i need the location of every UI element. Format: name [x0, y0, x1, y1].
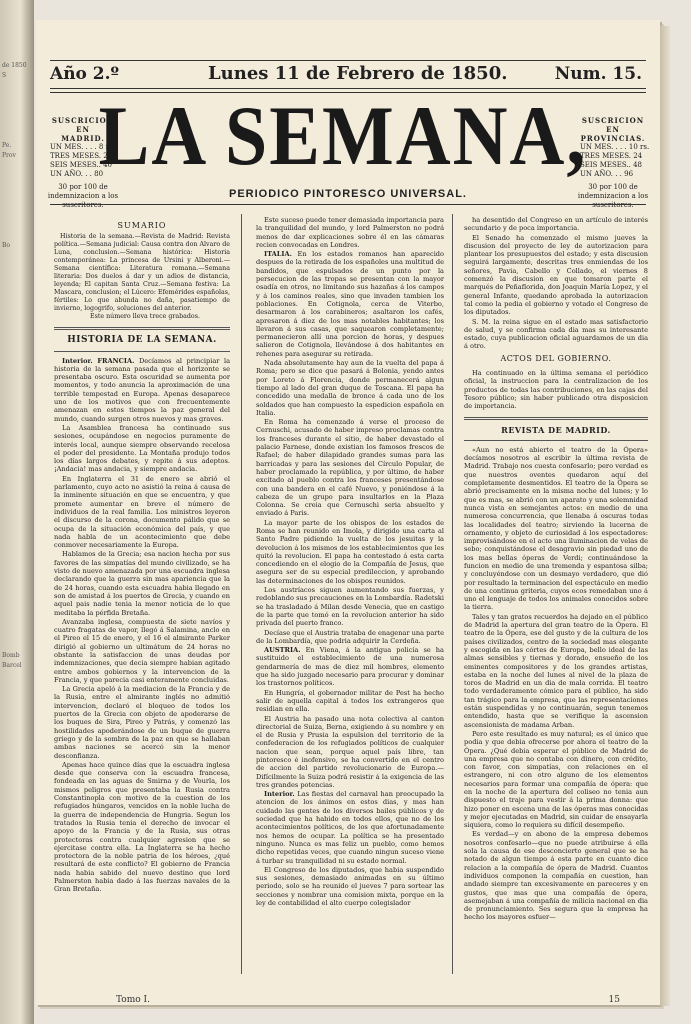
subs-price: UN AÑO. . . 96	[580, 170, 634, 178]
revista-heading: REVISTA DE MADRID.	[501, 424, 611, 435]
divider	[464, 440, 648, 441]
subs-price: UN MES. . . . 10 rs.	[580, 143, 650, 151]
issue-date: Lunes 11 de Febrero de 1850.	[208, 63, 508, 84]
newspaper-page	[36, 20, 660, 1005]
paragraph	[256, 790, 444, 865]
adjacent-page-gutter	[0, 0, 34, 1024]
gutter-text: Pe.	[2, 142, 12, 149]
historia-heading: HISTORIA DE LA SEMANA.	[67, 335, 217, 346]
paragraph: ha desentido del Congreso en un artículo de interés secundario y de poca importancia.	[464, 216, 648, 233]
subs-label: SUSCRICION	[581, 116, 645, 125]
subs-label: EN	[606, 125, 620, 134]
paragraph: «Aun no está abierto el teatro de la Ópera» decíamos nosotros al escribir la última revista de Madrid. Trabajo nos cuesta confesarlo; pero verdad es que nuestros oventes quedaron aquí del completamente desmentidos. El teatro de la Ópera se abrió precisamente en la misma noche del lunes; y lo que es mas, se abrió con un aparato y una solemnidad nunca vista en semejantes actos: en medio de una numerosa concurrencia, que llenaba á oscuras todas las localidades del teatro; sirviendo la lucerna de ornamento, y objeto de curiosidad á los espectadores: improvisándose en el acto una iluminacion de velas de sebo; conquistándose el desagravio sin piedad uno de los mas bellas óperas de Verdi; continuándose la funcion en medio de una tremenda y espantosa silba; y concluyéndose con un desmayo verdadero, que dió por resultado la terminacion del espectáculo en medio de una continua griteria, cuyos ecos remedaban uno á uno el lenguaje de todos los animales conocidos sobre la tierra.	[464, 445, 648, 612]
paragraph	[256, 250, 444, 358]
paragraph-text: En Viena, á la antigua policía se ha sustituido el establecimiento de una numerosa gendarmería de mas de diez mil hombres, elemento que ha sido juzgado necesario para procurar y dominar los trastornos políticos.	[256, 646, 444, 688]
gutter-text: Prov	[2, 152, 16, 159]
gutter-text: Bomb	[2, 652, 20, 659]
subs-label: SUSCRICION	[51, 116, 115, 125]
column-3	[464, 216, 648, 923]
paragraph: La Grecia apeló á la mediacion de la Francia y de la Rusia, entre el almirante inglés no admitió intervencion, declaró el bloqueo de todos los puertos de la Grecia con objeto de apoderarse de los buques de Sira, Pireo y Patrás, y comenzó las hostilidades apoderándose de un buque de guerra griego y de la sombra de la paz en que se hallaban ambas naciones se acercó sin la menor desconfianza.	[54, 685, 230, 760]
divider	[464, 417, 648, 420]
subs-price: SEIS MESES.. 40	[50, 161, 113, 169]
paragraph-text: Decíamos al principiar la historia de la semana pasada que el horizonte se presentaba oscuro. Esta oscuridad se aumenta por momentos, y todo anuncia la aproximación de una terrible tempestad en Europa. Apenas desaparece uno de los motivos que con frecuentemente amenazan en estos tiempos la paz general del mundo, cuando surgen otros nuevos y mas graves.	[54, 356, 230, 423]
paragraph: Este suceso puede tener demasiada importancia para la tranquilidad del mundo, y lord Palmerston no podrá menos de dar explicaciones sobre él en las cámaras recien convocadas en Londres.	[256, 216, 444, 249]
gutter-text: de 1850	[2, 62, 27, 69]
gutter-text: S	[2, 72, 7, 79]
subs-price: SEIS MESES.. 48	[580, 161, 643, 169]
paragraph: Nada absolutamente hay aun de la vuelta del papa á Roma; pero se dice que pasará á Bolonia, yendo antes por Loreto á Florencia, donde permanecerá algun tiempo al lado del gran duque de Toscana. El papa ha concedido una medalla de bronce á cada uno de los soldados que han compuesto la espedicion española en Italia.	[256, 359, 444, 417]
section-lead: AUSTRIA.	[264, 646, 301, 655]
issue-year: Año 2.º	[50, 64, 120, 84]
newspaper-subtitle: PERIODICO PINTORESCO UNIVERSAL.	[229, 188, 467, 200]
subs-location: MADRID.	[61, 134, 105, 143]
paragraph: El Congreso de los diputados, que habia suspendido sus sesiones, demasiado animadas en su último periodo, solo se ha reunido el jueves 7 para sortear las secciones y nombrar una comision mixta, porque en la ley de contabilidad el alto cuerpo colegislador	[256, 865, 444, 908]
section-lead: Interior.	[264, 790, 295, 799]
paragraph: La mayor parte de los obispos de los estados de Roma se han reunido en Imola, y dirigido una carta al Santo Padre pidiendo la vuelta de los jesuitas y la devolucion á los mismos de los establecimientos que les quitó la revolucion. El papa ha contestado á esta carta concediendo en el elogio de la Compañía de Jesus, que asegura ser de su especial predileccion, y aprobando las determinaciones de los obispos reunidos.	[256, 518, 444, 585]
gutter-text: Barcel	[2, 662, 22, 669]
paragraph: Avanzaba inglesa, compuesta de siete navíos y cuatro fragatas de vapor, llegó á Salamina, anclo en el Pireo el 15 de enero, y el 16 el almirante Parker dirigió al gobierno un ultimátum de 24 horas no obstante la satisfaccion de unas deudas por indemnizaciones, que decia siempre habian agitado entre ambos gobiernos y la intervencion de la Francia, y que parecia casi enteramente concluidas.	[54, 617, 230, 684]
paragraph: El Austria ha pasado una nota colectiva al canton directorial de Suiza, Berna, exigiendo á su nombre y en el de Rusia y Prusia la espulsion del territorio de la confederacion de los refugiados políticos de cualquier nacion que sean, porque aquel país libre, tan pintoresco é inofensivo, se ha convertido en el centro de accion del partido revolucionario de Europa.—Difícilmente la Suiza podrá resistir á la exigencia de las tres grandes potencias.	[256, 714, 444, 789]
summary-text: Historia de la semana.—Revista de Madrid: Revista política.—Semana judicial: Causa contra don Alvaro de Luna, conclusion.—Semana histórica: Historia contemporánea: La princesa de Ursini y Alberoni.—Semana científica: Literatura romana.—Semana literaria: Dos duelos á dar y un adios de distancia, leyenda; El capitan Santa Cruz.—Semana festiva: La Mascara, conclusion; el Lúcero: Efemérides españolas, fértiles: Lo que abunda no daña, pasatiempo de invierno, logogrifo, soluciones del anterior.	[54, 233, 230, 313]
actos-heading: ACTOS DEL GOBIERNO.	[500, 353, 612, 363]
paragraph: Tales y tan gratos recuerdos ha dejado en el público de Madrid la apertura del gran teatro de la Ópera. El teatro de la Ópera, ese del gusto y de la cultura de los países civilizados, centro de la sociedad mas elegante y escogida en las córtes de Europa, bello ideal de las almas sensibles y tiernas y dorado, ensueño de los eminentes compositores y de los grandes artistas, estaba en la noche del lunes al nivel de la plaza de toros de Madrid en un dia de mala corrida. El teatro todo verdaderamente cómico para el público, ha sido tan trágico para la empresa, que las representaciones están suspendidas y no continuarán, segun tenemos entendido, hasta que se verifique la ascension ascensionista de madama Arban.	[464, 612, 648, 729]
paragraph-text: Las fiestas del carnaval han preocupado la atencion de los ánimos en estos dias, y mas han cuidado las gentes de los diversos bailes públicos y de sociedad que ha habido en todos ellos, que no de los acontecimientos políticos, de los que afortunadamente nos hemos de ocupar. La política se ha presentado ninguno. Nunca es mas feliz un pueblo, como hemos dicho repetidas veces, que cuando ningun suceso viene á turbar su tranquilidad ni su estado normal.	[256, 790, 444, 865]
paragraph: La Asamblea francesa ha continuado sus sesiones, ocupándose en negocios puramente de interés local, aunque siempre observando recelosa el poder del presidente. La Montaña produjo todos los días largos debates, y repite á sus adeptos. ¡Andacia! mas andacia, y siempre andacia.	[54, 423, 230, 474]
summary-note: Este número lleva trece grabados.	[90, 313, 200, 321]
volume-label: Tomo I.	[116, 995, 150, 1005]
header-bottom-rule	[50, 204, 646, 205]
paragraph: Pero este resultado es muy natural; es el único que podia y que debia ofrecerse por ahora el teatro de la Ópera. ¿Qué debia esperar el público de Madrid de una empresa que no contaba con dinero, con crédito, con favor, con simpatías, con relaciones en el estrangero, ni con otro alguno de los elementos necesarios para formar una compañía de ópera: que en la noche de la apertura del coliseo no tenia aun dispuesto el traje para vestir á la prima donna: que hizo poner en escena una de las óperas mas conocidas y mejor ejecutadas en Madrid, sin cuidar de ensayarla siquiera, como lo requiera su difícil desempeño.	[464, 729, 648, 830]
paragraph: En Roma ha comenzado á verse el proceso de Cernuschi, acusado de haber impreso proclamas contra los franceses durante el sitio, de haber devastado el palacio Farnese, donde existian los famosos frescos de Rafael; de haber dilapidado grandes sumas para las barricadas y para las sesiones del Círculo Popular, de haber proclamado la república, y por último, de haber excitado al pueblo contra los franceses presentándose con una bandera en el café Nuevo, y poniéndose á la cabeza de un grupo para insultarlos en la Plaza Colonna. Se creia que Cernuschi seria absuelto y enviado á Paris.	[256, 418, 444, 518]
subs-price: TRES MESES. 24	[580, 152, 643, 160]
paragraph: Ha continuado en la última semana el periódico oficial, la instruccion para la centralizacion de los productos de todas las contribuciones, en las cajas del Tesoro público; sin haber publicado otra disposicion de importancia.	[464, 369, 648, 411]
divider	[54, 351, 230, 352]
subscription-provincias	[576, 116, 650, 210]
paragraph: Apenas hace quince días que la escuadra inglesa desde que conserva con la escuadra francesa, fondeada en las aguas de Smirna y de Vourla, los mismos peligros que presentaba la Rusia contra Constantinopla con motivo de la cuestion de los refugiados húngaros, vencidos en la noble lucha de la guerra de independencia de Hungria. Segun los tratados la Rusia tenia el derecho de invocar el apoyo de la Francia y de la Rusia, sus otras protectoras contra cualquier agresion que se ejercitase contra ella. La Inglaterra se ha hecho protectora de la noble patria de los héroes, ¿qué resultará de este conflicto? El gobierno de Francia nada habia sabido del nuevo destino que lord Palmerston habia dado á las fuerzas navales de la Gran Bretaña.	[54, 760, 230, 894]
paragraph: El Senado ha comenzado el mismo jueves la discusion del proyecto de ley de autorizacion para plantear los presupuestos del estado; y esta discusion seguirá largamente, descritas tres enmiendas de los señores, Pavia, Cabello y Collado, el viernes 8 comenzó la discusion en que tomaron parte el marqués de Peñaflorida, don Joaquin María Lopez, y el general Infante, quedando aprobada la autorizacion tal como la pedia el gobierno y votado el Congreso de los diputados.	[464, 233, 648, 317]
column-1	[54, 216, 230, 895]
paragraph: Hablamos de la Grecia; esa nacion hecha por sus favores de las simpatías del mundo civilizado, se ha visto de nuevo amenazada por una escuadra inglesa declarando que la guerra sin mas apariencia que la de 24 horas, cuando esta escuadra habia llegado en son de amistad á los puertos de Grecia, y cuando en aquel pais nadie tenia la menor noticia de lo que meditaba la pérfida Bretaña.	[54, 550, 230, 617]
paragraph: En Hungría, el gobernador militar de Pest ha hecho salir de aquella capital á todos los extrangeros que residian en ella.	[256, 688, 444, 714]
summary-heading: SUMARIO	[117, 221, 167, 230]
paragraph	[256, 646, 444, 687]
paragraph: S. M. la reina sigue en el estado mas satisfactorio de salud, y se confirma cada dia mas su interesante estado, cuya publicacion oficial aguardamos de un dia á otro.	[464, 317, 648, 351]
subs-label: EN	[76, 125, 90, 134]
column-divider	[452, 214, 453, 974]
top-rule	[50, 60, 646, 61]
issue-number: Num. 15.	[554, 64, 642, 84]
section-lead: ITALIA.	[264, 250, 292, 259]
paragraph: Los austríacos siguen aumentando sus fuerzas, y redoblando sus precauciones en la Lombardía. Radetski se ha trasladado á Milan desde Venecia, que en castigo de la parte que tomó en la revolucion anterior ha sido privada del puerto franco.	[256, 586, 444, 628]
subs-price: TRES MESES. 20	[50, 152, 113, 160]
column-2	[256, 216, 444, 908]
column-divider	[241, 214, 242, 974]
subs-note: 30 por 100 de indemnizacion a los suscritores.	[47, 183, 119, 209]
newspaper-title: LA SEMANA,	[98, 88, 588, 184]
divider	[54, 327, 230, 330]
page-number: 15	[608, 995, 620, 1005]
paragraph: En Inglaterra el 31 de enero se abrió el parlamento, cuyo acto no asistió la reina á causa de la inminente situación en que se encuentra, y que promete aumentar en breve el número de individuos de la real familia. Los ministros leyeron el discurso de la corona, documento pálido que se ocupa de la situación económica del país, y que nada habla de un acontecimiento que debe conmover necesariamente la Europa.	[54, 474, 230, 550]
subs-price: UN MES. . . . 8 rs.	[50, 143, 115, 151]
gutter-text: Bo	[2, 242, 11, 249]
section-lead: Interior. FRANCIA.	[62, 356, 135, 365]
subs-price: UN AÑO. . . 80	[50, 170, 104, 178]
paragraph: Es verdad—y en abono de la empresa debemos nosotros confesarlo—que no puede atribuirse á ella sola la causa de ese desconcierto general que se ha notado de algun tiempo á esta parte en cuanto dice relacion a la compañía de ópera de Madrid. Cuantos individuos componen la compañía en cuestion, han andado siempre tan excesivamente en pareceres y en gustos, que mas que una compañía de ópera, asemejaban á una compañía de milicia nacional en dia de pronunciamiento. Ses segura que la empresa ha hecho los mayores esfuer—	[464, 830, 648, 922]
paragraph-text: En los estados romanos han aparecido despues de la retirada de los españoles una multitud de bandidos, que espulsados de un punto por la persecucion de las tropas se presentan con la mayor osadía en otros, no limitando sus hazañas á los campos y á los caminos reales, sino que invaden tambien los poblaciones. En Cotignola, cerca de Viterbo, desarmaron á los carabineros; asaltaron los cafés, apresaron á diez de los mas notables habitantes; los llevaron á sus casas, que saquearon completamente; permanecieron allí una porcion de horas, y despues salieron de Cotignola, llevándose á dos habitantes en rehenes para asegurar su retirada.	[256, 250, 444, 358]
paragraph	[54, 357, 230, 423]
paragraph: Decíase que el Austria trataba de enagenar una parte de la Lombardía, que podria adquirir la Cerdeña.	[256, 628, 444, 645]
masthead	[36, 20, 660, 209]
page-edge	[660, 26, 670, 1006]
subs-note: 30 por 100 de indemnizacion a los suscritores.	[577, 183, 649, 209]
subs-location: PROVINCIAS.	[580, 134, 646, 143]
